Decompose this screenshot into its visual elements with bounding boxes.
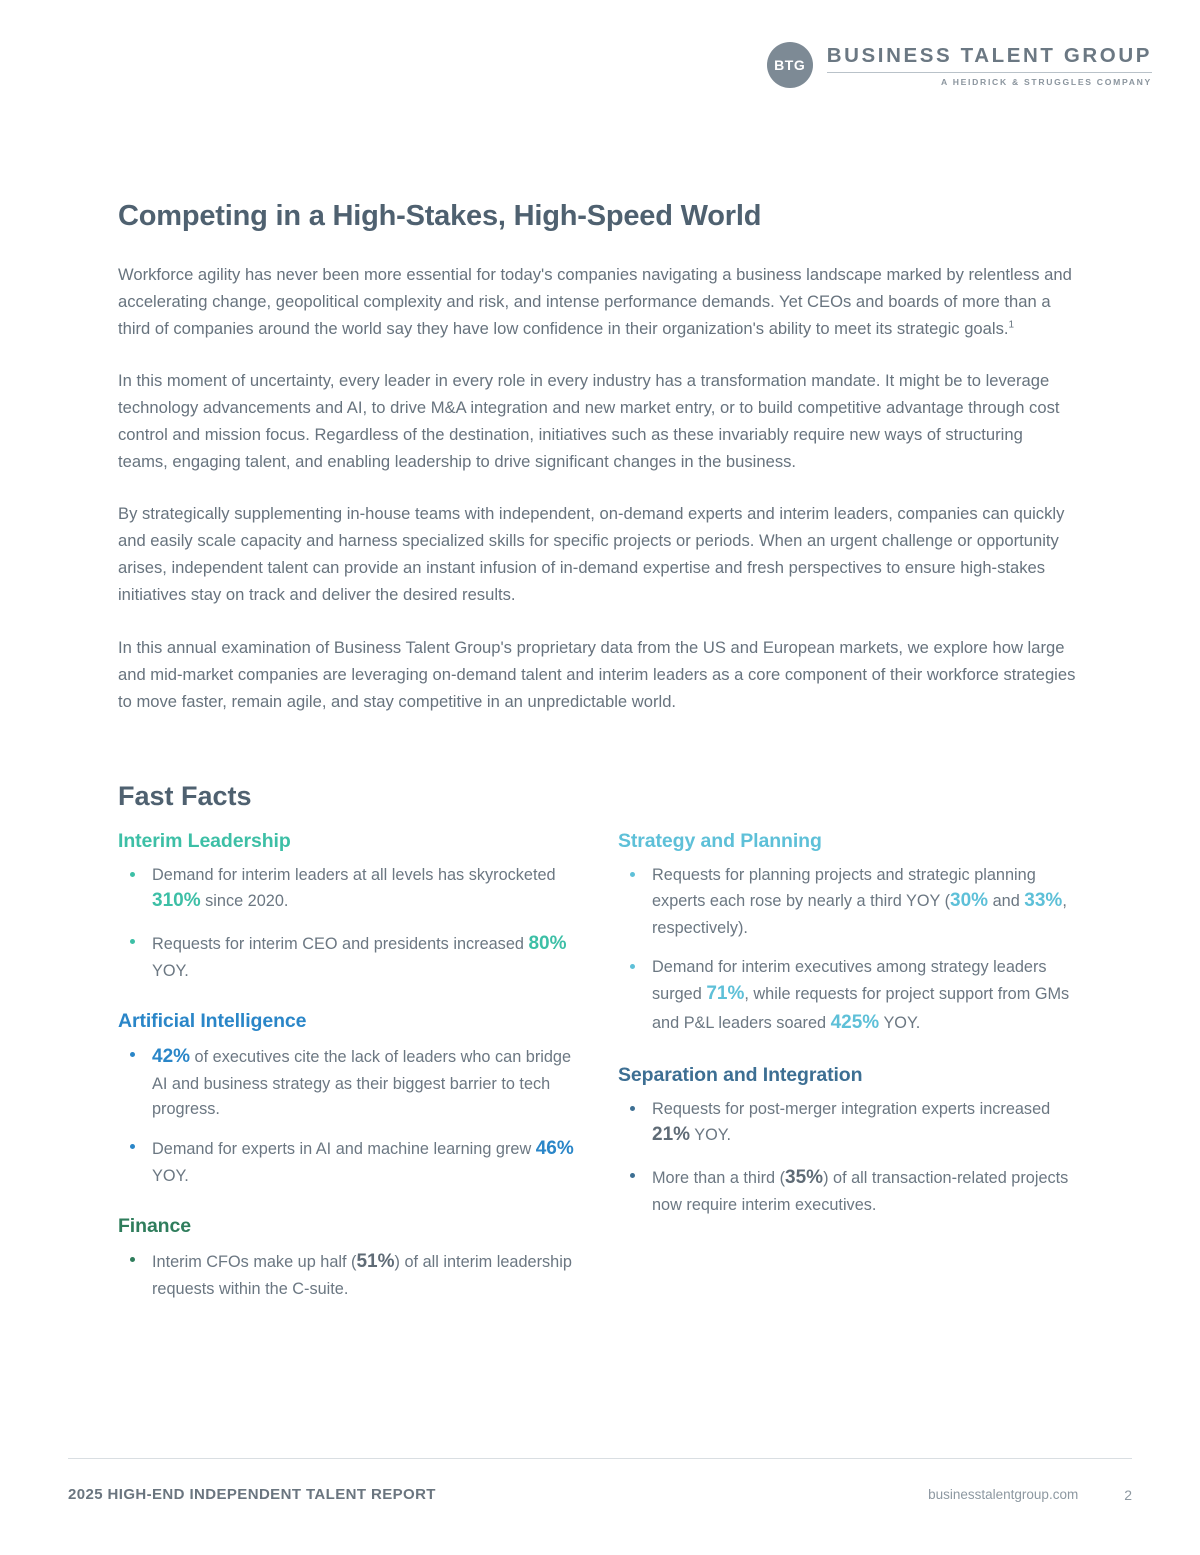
fact-text: YOY. (879, 1013, 921, 1032)
footnote-marker: 1 (1008, 319, 1015, 331)
fact-statistic: 33% (1024, 890, 1063, 912)
logo-text (827, 43, 1152, 88)
fact-text: Demand for experts in AI and machine learning grew (152, 1140, 536, 1159)
fact-text: Demand for interim executives among strategy leaders surged (652, 958, 1047, 1003)
bullet-icon (630, 872, 635, 877)
fact-text: ) of all interim leadership requests within the C-suite. (152, 1252, 572, 1298)
fact-text: ) of all transaction-related projects now require interim executives. (652, 1169, 1069, 1215)
footer-page-number: 2 (1124, 1486, 1132, 1503)
fact-text: Requests for planning projects and strategic planning experts each rose by nearly a third YOY ( (652, 865, 1036, 911)
fact-statistic: 30% (950, 890, 989, 912)
fact-statistic: 80% (528, 933, 567, 955)
fact-list-item (118, 930, 578, 984)
bullet-icon (130, 872, 135, 877)
fact-list-item (618, 863, 1078, 941)
fact-text: , while requests for project support from GMs and P&L leaders soared (652, 984, 1070, 1032)
article-content (118, 200, 1078, 1316)
fast-facts-heading: Fast Facts (118, 780, 252, 811)
fact-category-heading: Interim Leadership (118, 829, 291, 852)
fact-list-item (618, 1164, 1078, 1218)
fact-text: and (988, 892, 1025, 911)
fact-statistic: 51% (356, 1250, 395, 1272)
bullet-icon (130, 1052, 135, 1057)
fact-text: Demand for interim leaders at all levels has skyrocketed (152, 865, 556, 884)
fact-text: More than a third ( (652, 1169, 786, 1188)
fact-list-item (118, 863, 578, 917)
fact-list-item (618, 1097, 1078, 1151)
fact-category-heading: Strategy and Planning (618, 829, 822, 852)
bullet-icon (130, 1257, 135, 1262)
fact-statistic: 71% (706, 982, 745, 1004)
footer-website: businesstalentgroup.com (928, 1487, 1079, 1502)
bullet-icon (130, 1144, 135, 1149)
fact-statistic: 21% (652, 1124, 691, 1146)
fact-text: YOY. (152, 962, 189, 981)
fact-list-item (118, 1043, 578, 1121)
bullet-icon (630, 1106, 635, 1111)
bullet-icon (630, 964, 635, 969)
bullet-icon (630, 1173, 635, 1178)
paragraph-3: By strategically supplementing in-house teams with independent, on-demand experts and interim leaders, companies can quickly and easily scale capacity and harness specialized skills for specific projects or periods. When an urgent challenge or opportunity arises, independent talent can provide an instant infusion of in-demand expertise and fresh perspectives to ensure high-stakes initiatives stay on track and deliver the desired results. (118, 504, 1065, 605)
page-footer (68, 1486, 1132, 1503)
bullet-icon (130, 939, 135, 944)
fact-text: YOY. (690, 1126, 732, 1145)
fact-list-item (118, 1248, 578, 1302)
fact-text: of executives cite the lack of leaders who can bridge AI and business strategy as their biggest barrier to tech progress. (152, 1047, 572, 1118)
fact-statistic: 310% (152, 890, 201, 912)
fact-statistic: 35% (785, 1167, 824, 1189)
fact-list (618, 863, 1078, 1038)
fact-text: Requests for interim CEO and presidents increased (152, 935, 529, 954)
fact-text: , respectively). (652, 892, 1067, 938)
fact-list (118, 1248, 578, 1302)
fact-statistic: 42% (152, 1045, 191, 1067)
paragraph-1-text: Workforce agility has never been more essential for today's companies navigating a business landscape marked by relentless and accelerating change, geopolitical complexity and risk, and intense performance demands. Yet CEOs and boards of more than a third of companies around the world say they have low confidence in their organization's ability to meet its strategic goals. (118, 265, 1072, 339)
paragraph-2: In this moment of uncertainty, every leader in every role in every industry has a transformation mandate. It might be to leverage technology advancements and AI, to drive M&A integration and new market entry, or to build competitive advantage through cost control and mission focus. Regardless of the destination, initiatives such as these invariably require new ways of structuring teams, engaging talent, and enabling leadership to drive significant changes in the business. (118, 371, 1060, 472)
fact-list-item (618, 955, 1078, 1038)
logo-monogram: BTG (767, 42, 813, 88)
fact-category-heading: Artificial Intelligence (118, 1009, 307, 1032)
fact-list (118, 1043, 578, 1189)
fact-statistic: 425% (830, 1011, 880, 1033)
footer-right-group (928, 1487, 1132, 1503)
logo-divider (827, 72, 1152, 73)
logo-company-name: BUSINESS TALENT GROUP (826, 43, 1152, 67)
brand-logo (767, 42, 1152, 88)
fact-category-heading: Separation and Integration (618, 1063, 863, 1086)
fact-category-heading: Finance (118, 1214, 191, 1237)
footer-divider (68, 1458, 1132, 1459)
fast-facts-columns (118, 830, 1078, 1316)
fact-statistic: 46% (535, 1138, 574, 1160)
fact-text: YOY. (152, 1167, 189, 1186)
fast-facts-left-column (118, 830, 578, 1316)
logo-tagline: A HEIDRICK & STRUGGLES COMPANY (941, 77, 1152, 88)
fact-list (618, 1097, 1078, 1218)
fact-text: Requests for post-merger integration experts increased (652, 1099, 1051, 1118)
fact-text: Interim CFOs make up half ( (152, 1252, 357, 1271)
fast-facts-right-column (618, 830, 1078, 1316)
fact-list-item (118, 1135, 578, 1189)
page-title: Competing in a High-Stakes, High-Speed World (118, 200, 762, 232)
fact-text: since 2020. (200, 892, 289, 911)
fact-list (118, 863, 578, 984)
footer-report-title: 2025 HIGH-END INDEPENDENT TALENT REPORT (68, 1486, 436, 1503)
paragraph-4: In this annual examination of Business Talent Group's proprietary data from the US and European markets, we explore how large and mid-market companies are leveraging on-demand talent and interim leaders as a core component of their workforce strategies to move faster, remain agile, and stay competitive in an unpredictable world. (118, 637, 1076, 711)
paragraph-1 (118, 261, 1076, 342)
